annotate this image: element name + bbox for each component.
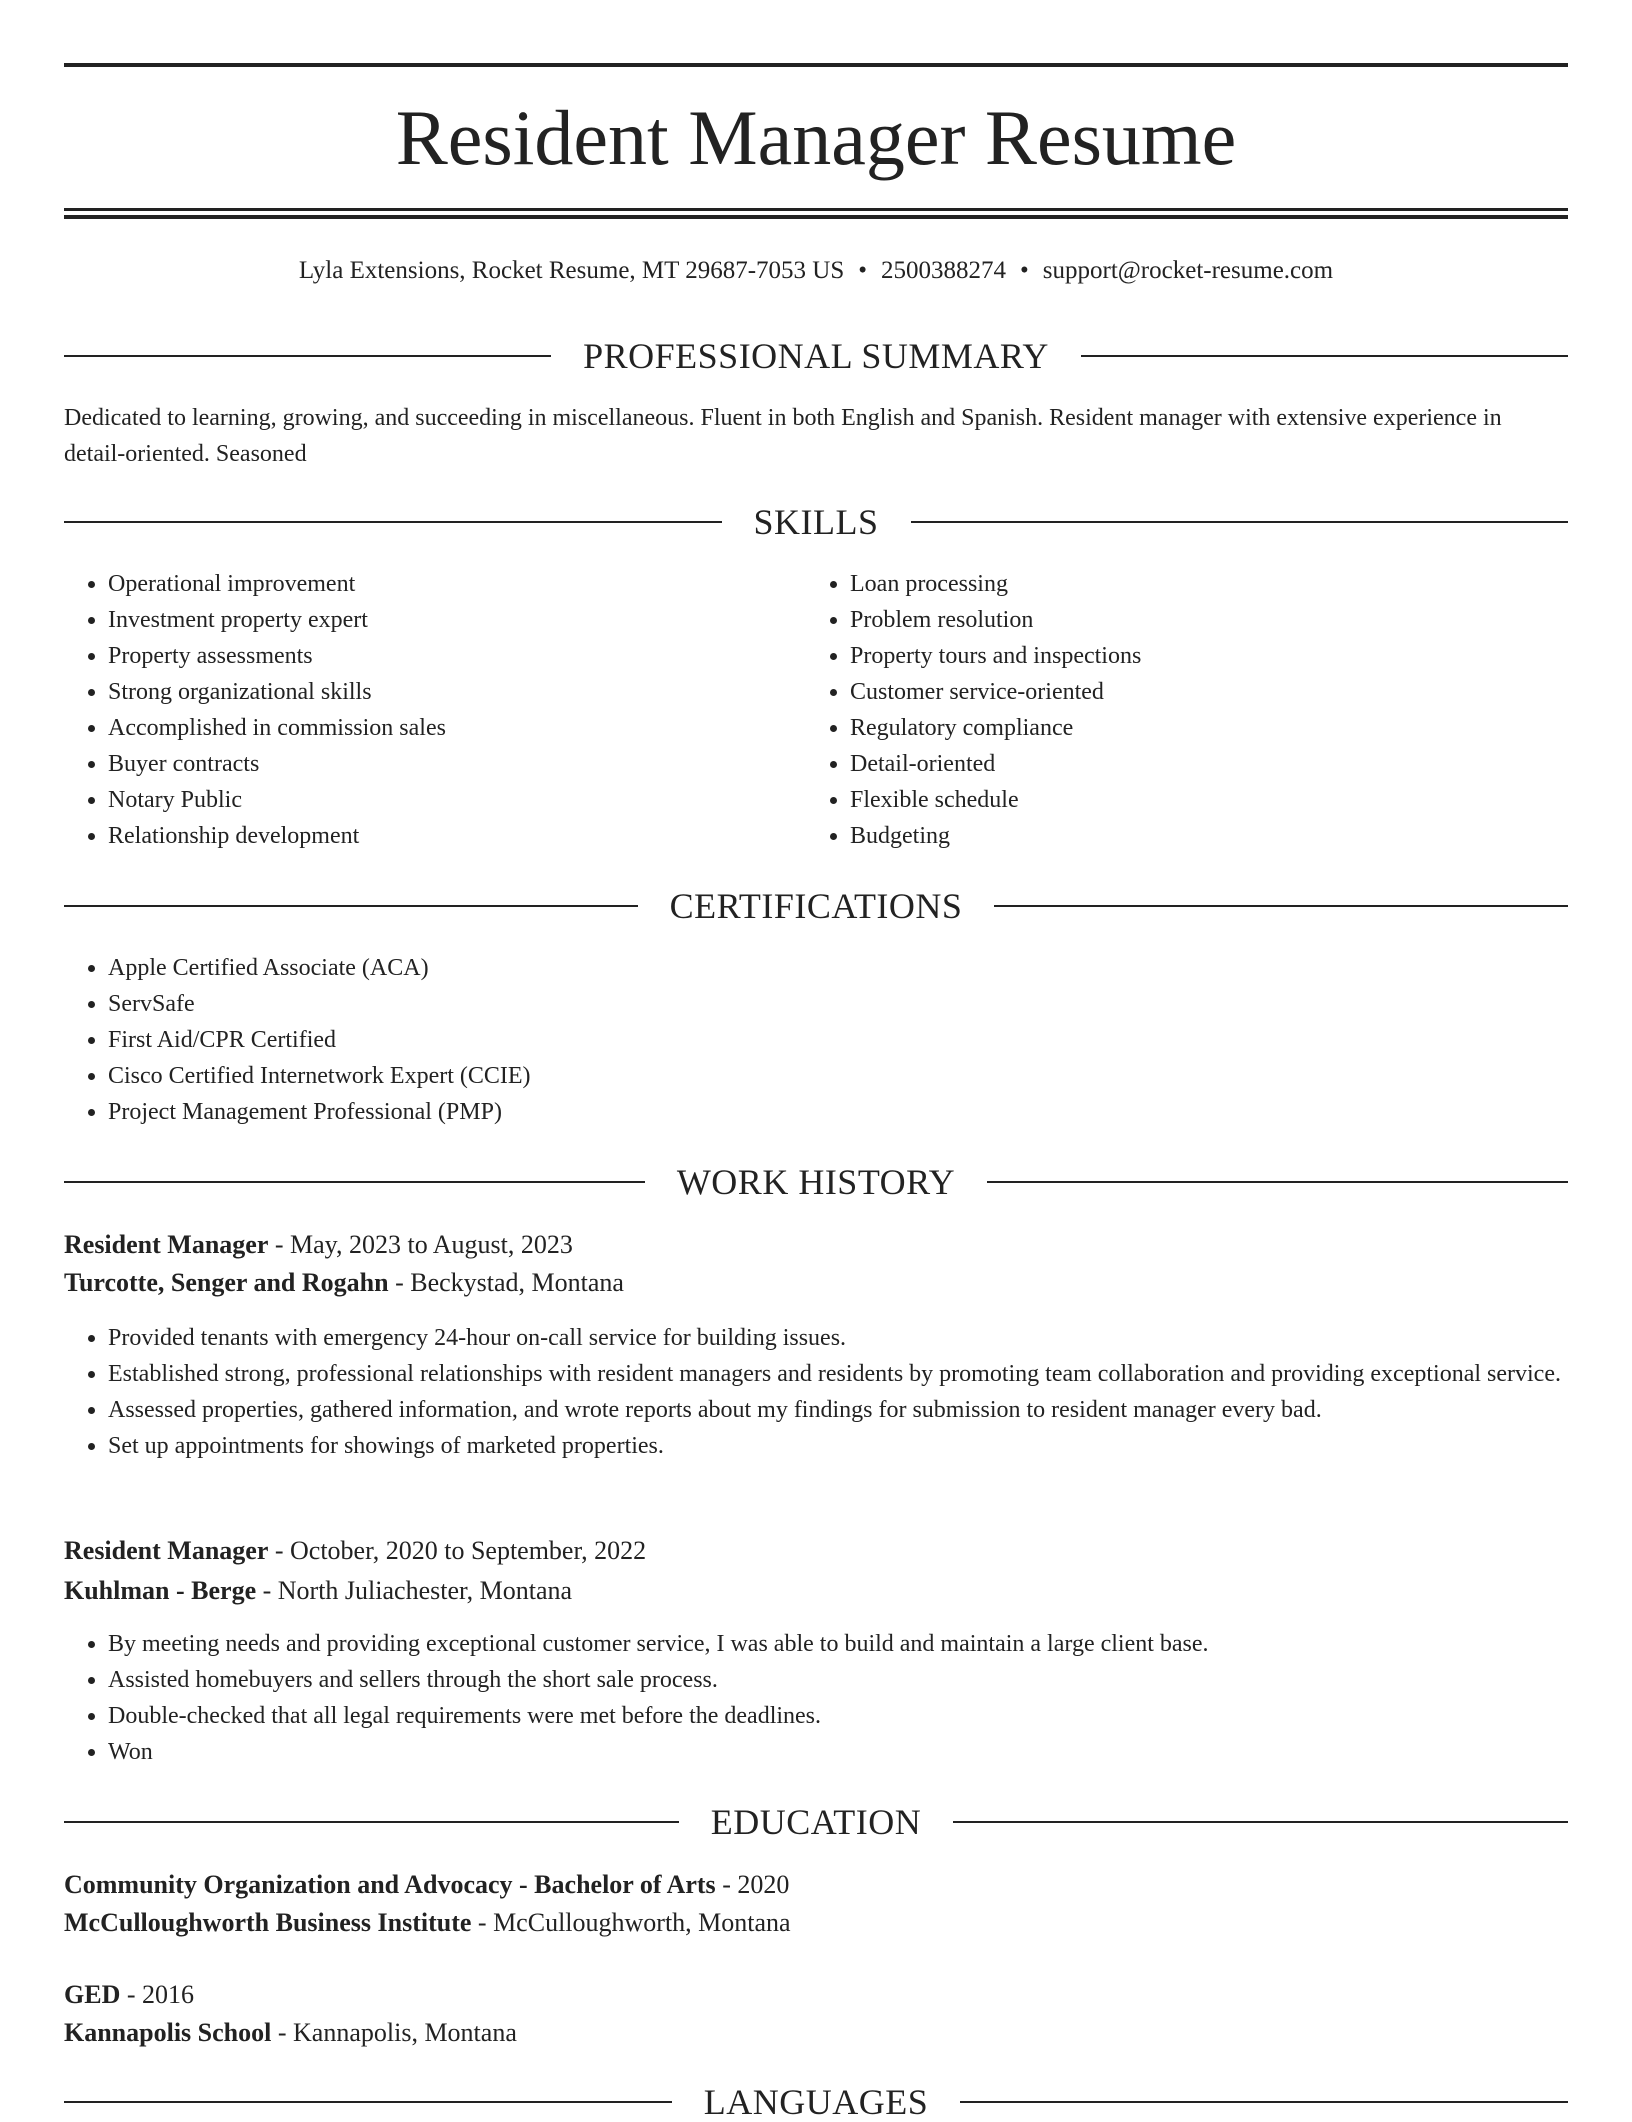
skills-list-right bbox=[806, 566, 1550, 854]
heading-rule bbox=[987, 1181, 1568, 1183]
heading-rule bbox=[911, 521, 1569, 523]
skill-item: • Budgeting bbox=[850, 818, 1550, 854]
certification-item: • Cisco Certified Internetwork Expert (CCIE) bbox=[108, 1058, 1568, 1094]
contact-separator: • bbox=[858, 257, 868, 284]
education-degree: GED bbox=[64, 1980, 121, 2009]
certification-item: • Apple Certified Associate (ACA) bbox=[108, 950, 1568, 986]
job-bullet: • Set up appointments for showings of marketed properties. bbox=[108, 1428, 1568, 1464]
job-bullet: • Provided tenants with emergency 24-hour on-call service for building issues. bbox=[108, 1320, 1568, 1356]
contact-email: support@rocket-resume.com bbox=[1042, 257, 1334, 284]
section-heading-certifications bbox=[64, 886, 1568, 926]
skills-list-left bbox=[64, 566, 808, 854]
job-bullet: • Assessed properties, gathered information, and wrote reports about my findings for submission to resident manager every bad. bbox=[108, 1392, 1568, 1428]
education-degree-line bbox=[64, 1976, 1568, 2014]
contact-address: Lyla Extensions, Rocket Resume, MT 29687-7053 US bbox=[298, 257, 845, 284]
title-underline-thick bbox=[64, 215, 1568, 219]
section-title: WORK HISTORY bbox=[676, 1162, 956, 1202]
section-title: SKILLS bbox=[753, 502, 879, 542]
education-school: Kannapolis School bbox=[64, 2018, 272, 2047]
page-title: Resident Manager Resume bbox=[395, 94, 1237, 181]
skill-item: • Investment property expert bbox=[108, 602, 808, 638]
certification-item: • Project Management Professional (PMP) bbox=[108, 1094, 1568, 1130]
education-school-line bbox=[64, 2014, 1568, 2052]
skill-item: • Problem resolution bbox=[850, 602, 1550, 638]
skill-item: • Accomplished in commission sales bbox=[108, 710, 808, 746]
section-title: EDUCATION bbox=[710, 1802, 922, 1842]
education-degree-line bbox=[64, 1866, 1568, 1904]
job-location: - Beckystad, Montana bbox=[388, 1268, 624, 1297]
skill-item: • Operational improvement bbox=[108, 566, 808, 602]
section-title: LANGUAGES bbox=[703, 2082, 929, 2122]
education-school: McCulloughworth Business Institute bbox=[64, 1908, 472, 1937]
job-bullet: • Assisted homebuyers and sellers through the short sale process. bbox=[108, 1662, 1568, 1698]
education-degree: Community Organization and Advocacy - Bachelor of Arts bbox=[64, 1870, 716, 1899]
skill-item: • Buyer contracts bbox=[108, 746, 808, 782]
heading-rule bbox=[64, 905, 638, 907]
heading-rule bbox=[64, 1821, 679, 1823]
skill-item: • Property assessments bbox=[108, 638, 808, 674]
heading-rule bbox=[953, 1821, 1568, 1823]
heading-rule bbox=[64, 355, 551, 357]
heading-rule bbox=[960, 2101, 1568, 2103]
education-year: - 2020 bbox=[715, 1870, 790, 1899]
job-bullets bbox=[64, 1320, 1568, 1464]
skill-item: • Relationship development bbox=[108, 818, 808, 854]
skill-item: • Detail-oriented bbox=[850, 746, 1550, 782]
title-underline-thin bbox=[64, 208, 1568, 211]
contact-separator: • bbox=[1020, 257, 1029, 284]
section-heading-languages bbox=[64, 2082, 1568, 2122]
heading-rule bbox=[64, 1181, 645, 1183]
heading-rule bbox=[64, 2101, 672, 2103]
skill-item: • Property tours and inspections bbox=[850, 638, 1550, 674]
skill-item: • Strong organizational skills bbox=[108, 674, 808, 710]
job-company-line bbox=[64, 1572, 1568, 1610]
skill-item: • Customer service-oriented bbox=[850, 674, 1550, 710]
section-title: PROFESSIONAL SUMMARY bbox=[583, 336, 1049, 376]
section-heading-skills bbox=[64, 502, 1568, 542]
job-title: Resident Manager bbox=[64, 1230, 269, 1259]
job-company: Turcotte, Senger and Rogahn bbox=[64, 1268, 389, 1297]
heading-rule bbox=[1081, 355, 1568, 357]
job-company-line bbox=[64, 1264, 1568, 1302]
job-bullet: • Won bbox=[108, 1734, 1568, 1770]
skill-item: • Loan processing bbox=[850, 566, 1550, 602]
job-bullet: • Double-checked that all legal requirements were met before the deadlines. bbox=[108, 1698, 1568, 1734]
job-title-line bbox=[64, 1226, 1568, 1264]
job-title-line bbox=[64, 1532, 1568, 1570]
certifications-list bbox=[64, 950, 1568, 1130]
section-heading-summary bbox=[64, 336, 1568, 376]
top-rule bbox=[64, 63, 1568, 67]
heading-rule bbox=[64, 521, 722, 523]
contact-phone: 2500388274 bbox=[881, 257, 1007, 284]
education-location: - McCulloughworth, Montana bbox=[471, 1908, 791, 1937]
skill-item: • Flexible schedule bbox=[850, 782, 1550, 818]
contact-line bbox=[64, 252, 1568, 290]
certification-item: • First Aid/CPR Certified bbox=[108, 1022, 1568, 1058]
job-dates: - May, 2023 to August, 2023 bbox=[268, 1230, 573, 1259]
skill-item: • Notary Public bbox=[108, 782, 808, 818]
job-location: - North Juliachester, Montana bbox=[256, 1576, 573, 1605]
section-heading-work bbox=[64, 1162, 1568, 1202]
job-company: Kuhlman - Berge bbox=[64, 1576, 257, 1605]
certification-item: • ServSafe bbox=[108, 986, 1568, 1022]
job-bullets bbox=[64, 1626, 1568, 1770]
heading-rule bbox=[994, 905, 1568, 907]
skill-item: • Regulatory compliance bbox=[850, 710, 1550, 746]
section-heading-education bbox=[64, 1802, 1568, 1842]
education-year: - 2016 bbox=[120, 1980, 195, 2009]
job-bullet: • By meeting needs and providing exceptional customer service, I was able to build and maintain a large client base. bbox=[108, 1626, 1568, 1662]
section-title: CERTIFICATIONS bbox=[669, 886, 963, 926]
job-bullet: • Established strong, professional relationships with resident managers and residents by promoting team collaboration and providing exceptional service. bbox=[108, 1356, 1568, 1392]
education-school-line bbox=[64, 1904, 1568, 1942]
job-dates: - October, 2020 to September, 2022 bbox=[268, 1536, 647, 1565]
education-location: - Kannapolis, Montana bbox=[271, 2018, 517, 2047]
summary-text: Dedicated to learning, growing, and succeeding in miscellaneous. Fluent in both English and Spanish. Resident manager with extensive experience in detail-oriented. Seasoned bbox=[64, 405, 1502, 467]
job-title: Resident Manager bbox=[64, 1536, 269, 1565]
